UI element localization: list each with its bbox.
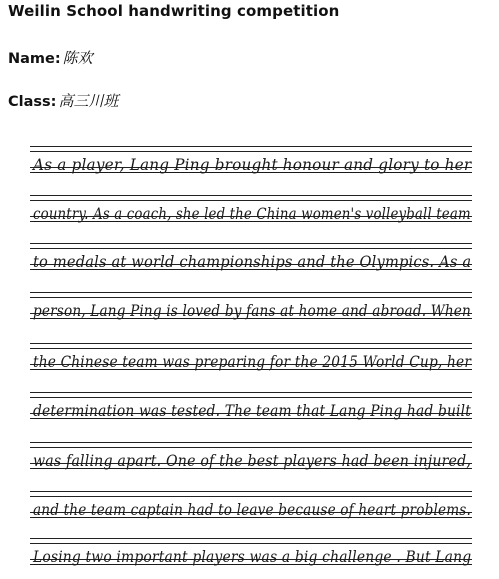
writing-line xyxy=(30,491,472,525)
writing-line xyxy=(30,292,472,326)
name-field xyxy=(8,47,93,68)
writing-line xyxy=(30,442,472,476)
writing-line xyxy=(30,343,472,377)
class-value: 高三川班 xyxy=(58,92,119,110)
handwritten-text-line: As a player, Lang Ping brought honour and glory to her xyxy=(33,156,472,174)
handwritten-text-line: the Chinese team was preparing for the 2015 World Cup, her xyxy=(33,353,472,371)
handwritten-text-line: and the team captain had to leave because of heart problems. xyxy=(33,501,471,519)
name-label: Name: xyxy=(8,51,61,67)
handwritten-text-line: was falling apart. One of the best players had been injured, xyxy=(33,452,472,470)
writing-line xyxy=(30,392,472,426)
writing-line xyxy=(30,146,472,180)
handwritten-text-line: to medals at world championships and the Olympics. As a xyxy=(33,253,472,271)
class-label: Class: xyxy=(8,94,57,110)
handwritten-text-line: determination was tested. The team that Lang Ping had built xyxy=(33,402,471,420)
name-value: 陈欢 xyxy=(62,49,93,67)
writing-line xyxy=(30,538,472,572)
handwritten-text-line: person, Lang Ping is loved by fans at home and abroad. When xyxy=(33,302,471,320)
page-title: Weilin School handwriting competition xyxy=(8,2,340,20)
handwritten-text-line: country. As a coach, she led the China women's volleyball team xyxy=(33,205,471,223)
writing-line xyxy=(30,195,472,229)
writing-line xyxy=(30,243,472,277)
handwritten-text-line: Losing two important players was a big challenge . But Lang xyxy=(33,548,472,566)
class-field xyxy=(8,90,118,111)
